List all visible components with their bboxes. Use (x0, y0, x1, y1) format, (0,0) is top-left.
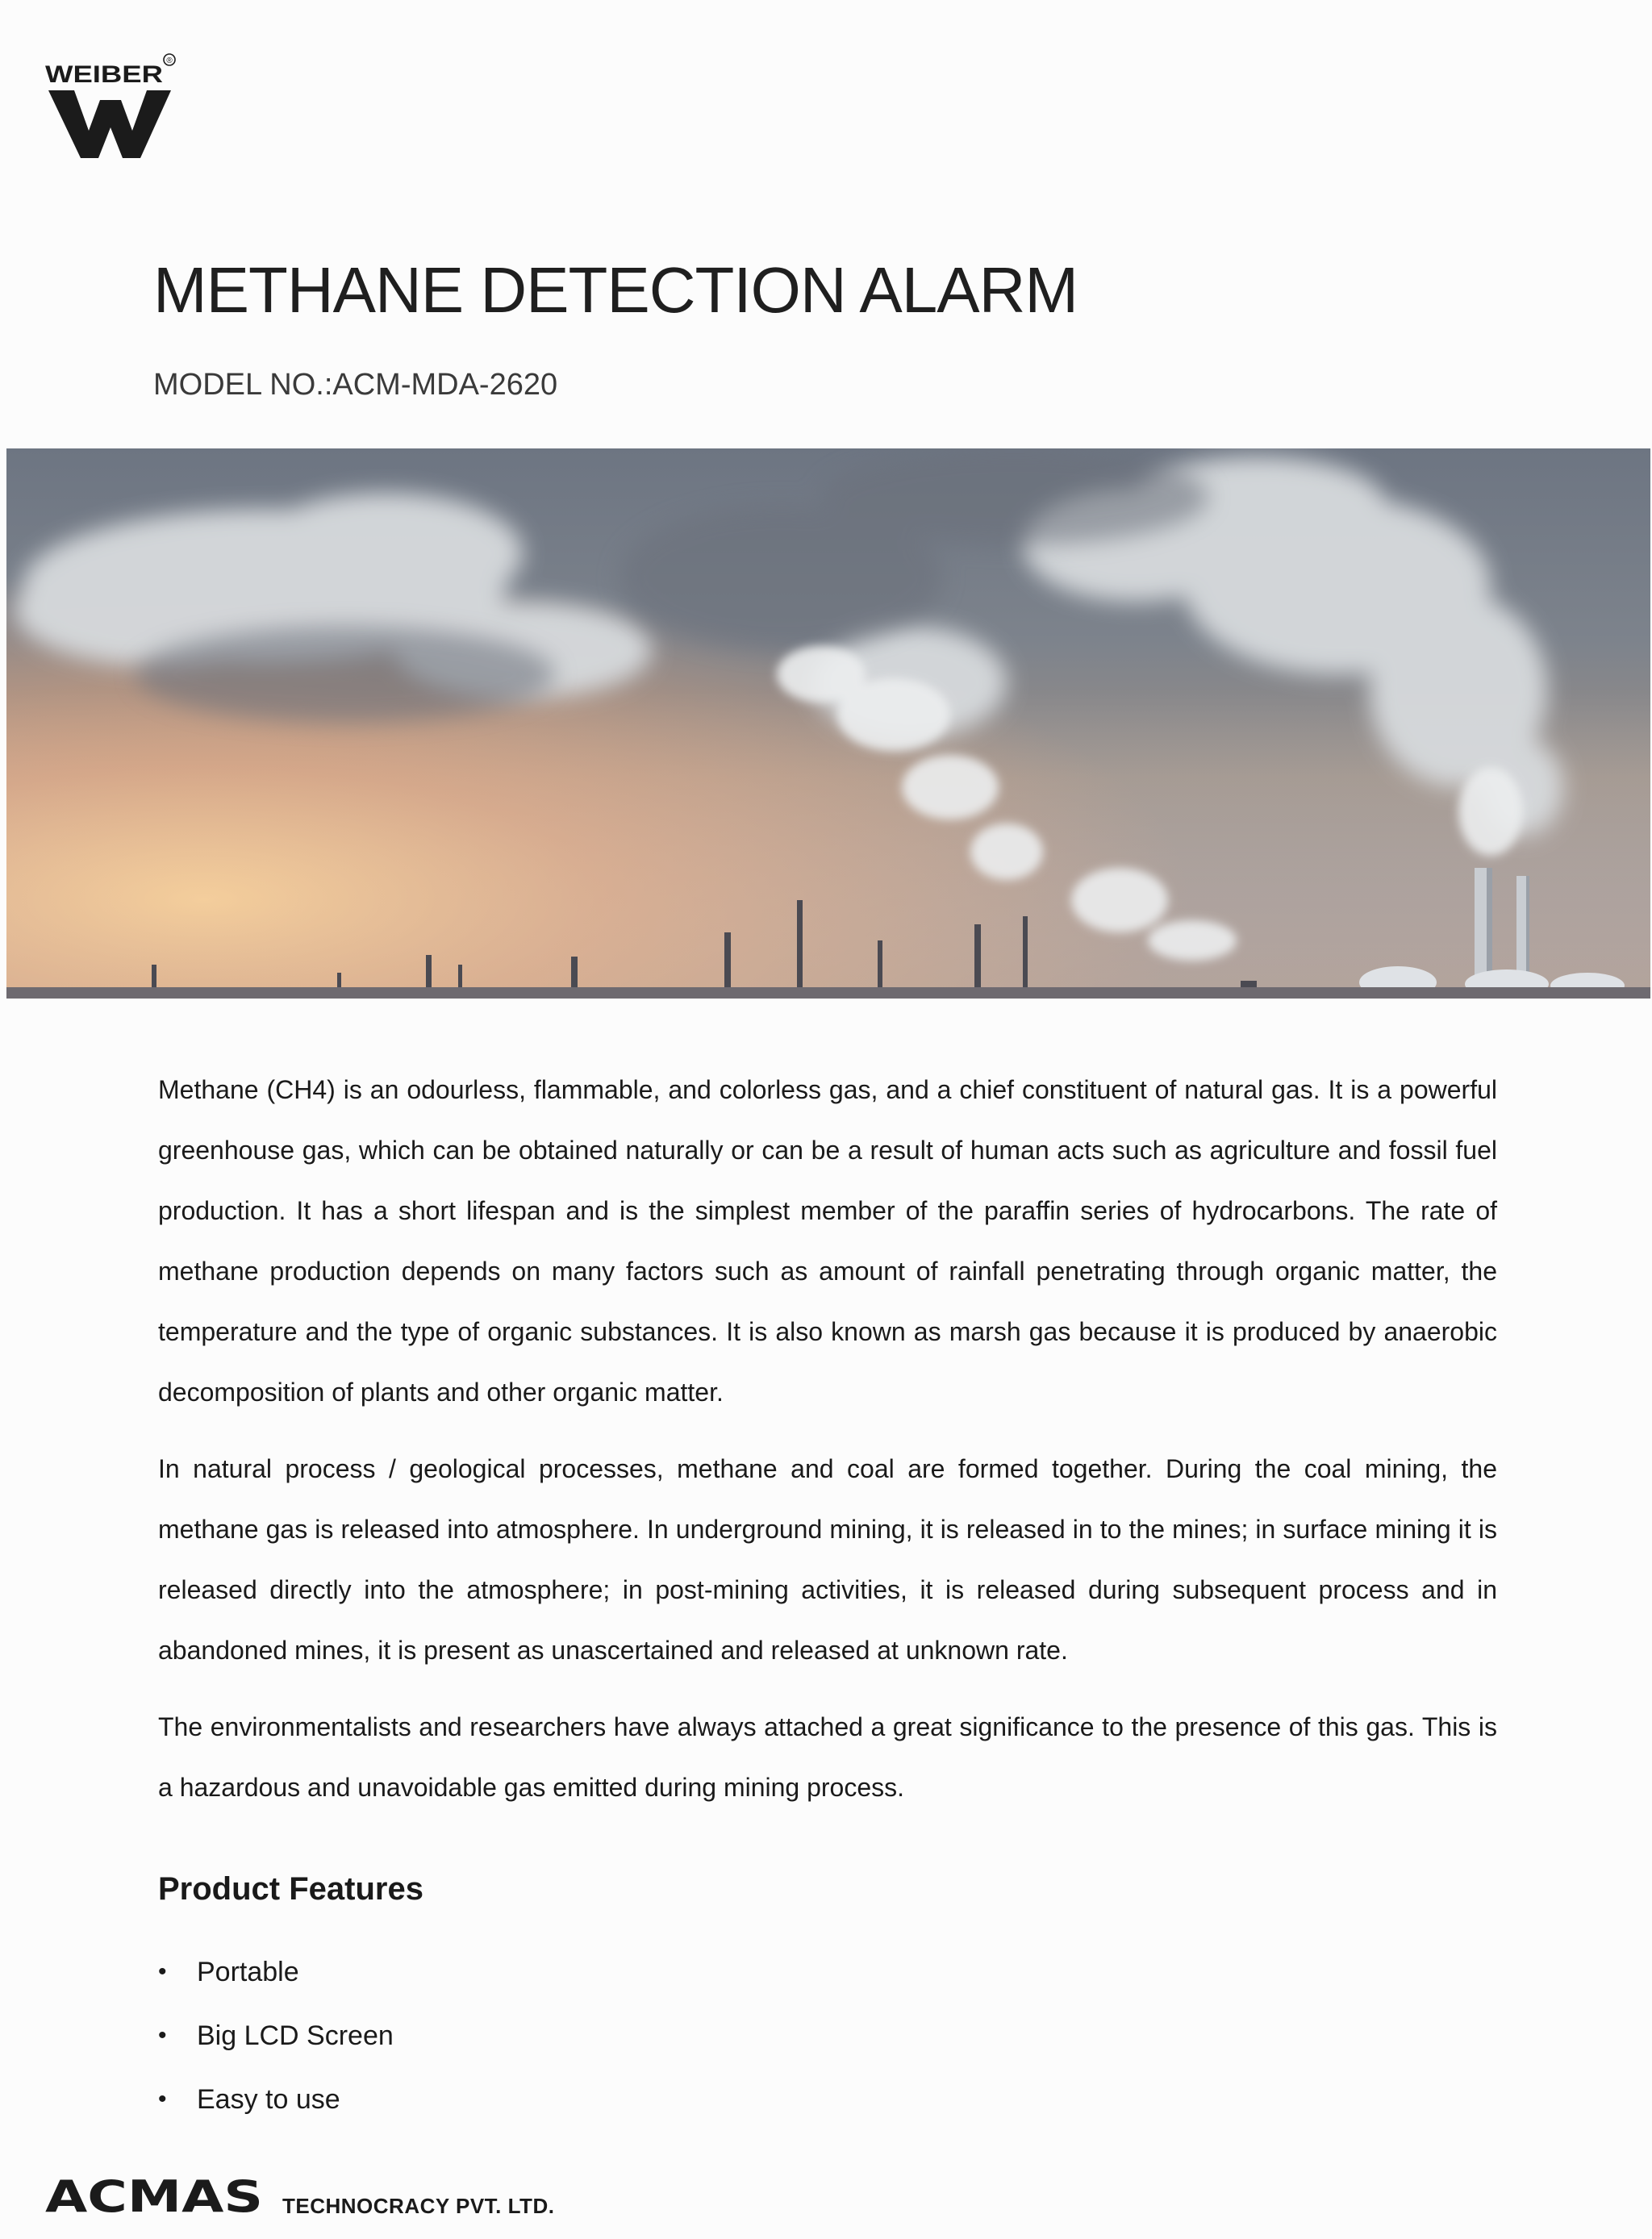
hero-image (6, 448, 1650, 999)
company-name: TECHNOCRACY PVT. LTD. (282, 2194, 555, 2218)
bullet-icon: • (158, 2086, 167, 2112)
weiber-logo (42, 50, 179, 163)
paragraph: In natural process / geological processes, methane and coal are formed together. During the coal mining, the methane gas is released into atmosphere. In underground mining, it is released in to the mines; in surface mining it is released directly into the atmosphere; in post-mining activities, it is released during subsequent process and in abandoned mines, it is present as unascertained and released at unknown rate. (158, 1454, 1497, 1665)
bullet-icon: • (158, 2022, 167, 2049)
feature-label: Easy to use (197, 2084, 340, 2115)
features-heading: Product Features (158, 1871, 423, 1907)
model-number: MODEL NO.:ACM-MDA-2620 (153, 368, 558, 402)
features-list (158, 1952, 394, 2143)
acmas-logo (45, 2173, 279, 2218)
list-item (158, 1952, 394, 2016)
bullet-icon: • (158, 1958, 167, 1985)
feature-label: Portable (197, 1957, 299, 1987)
feature-label: Big LCD Screen (197, 2020, 394, 2051)
weiber-w-mark (48, 90, 171, 158)
paragraph: The environmentalists and researchers have always attached a great significance to the presence of this gas. This is a hazardous and unavoidable gas emitted during mining process. (158, 1712, 1497, 1802)
weiber-logo-text: WEIBER (45, 61, 164, 88)
page-title: METHANE DETECTION ALARM (153, 254, 1078, 326)
list-item (158, 2079, 394, 2143)
acmas-logo-text: ACMAS (45, 2173, 263, 2218)
registered-mark: ® (166, 56, 173, 65)
description (158, 1060, 1497, 1834)
paragraph: Methane (CH4) is an odourless, flammable, and colorless gas, and a chief constituent of natural gas. It is a powerful greenhouse gas, which can be obtained naturally or can be a result of human acts such as agriculture and fossil fuel production. It has a short lifespan and is the simplest member of the paraffin series of hydrocarbons. The rate of methane production depends on many factors such as amount of rainfall penetrating through organic matter, the temperature and the type of organic substances. It is also known as marsh gas because it is produced by anaerobic decomposition of plants and other organic matter. (158, 1075, 1497, 1407)
list-item (158, 2016, 394, 2079)
